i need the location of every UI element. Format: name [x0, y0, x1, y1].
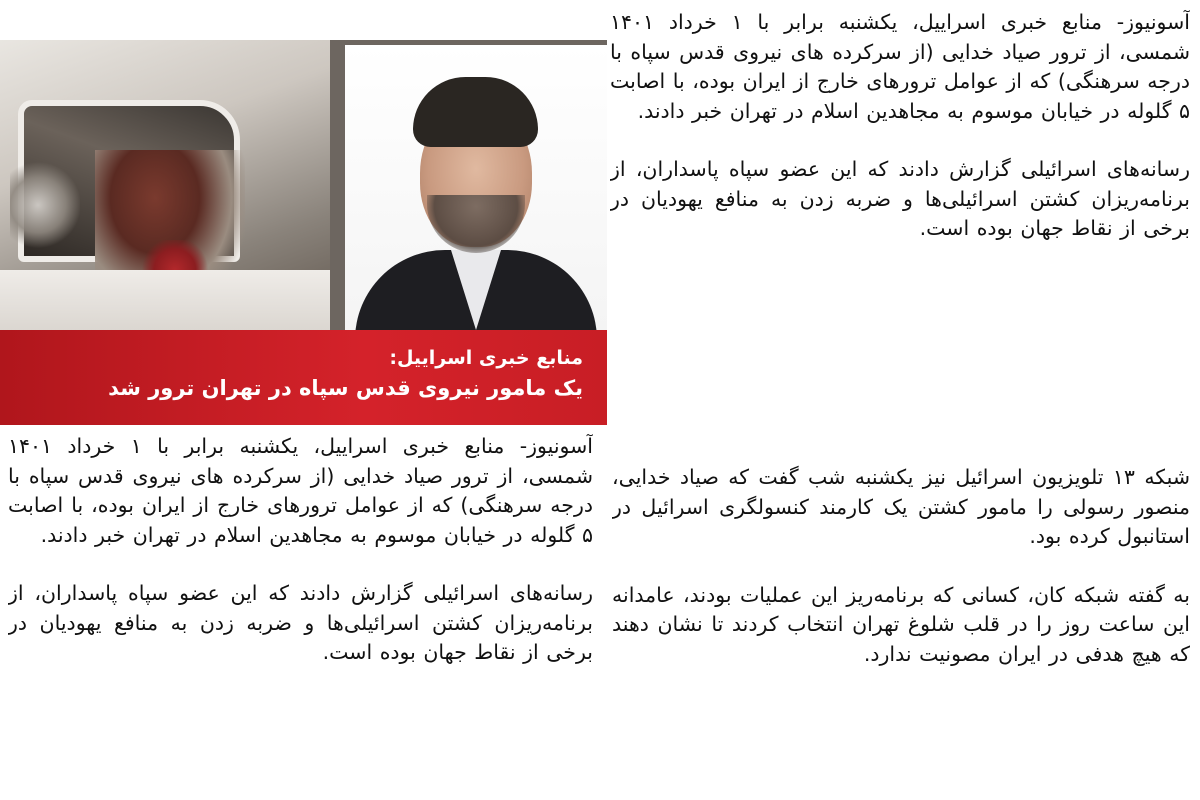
news-photo	[0, 40, 607, 425]
article-paragraph: شبکه ۱۳ تلویزیون اسرائیل نیز یکشنبه شب گفت که صیاد خدایی، منصور رسولی را مامور کشتن یک کارمند کنسولگری اسرائیل در استانبول کرده بود.	[612, 465, 1190, 548]
article-paragraph: آسونیوز- منابع خبری اسراییل، یکشنبه برابر با ۱ خرداد ۱۴۰۱ شمسی، از ترور صیاد خدایی (از سرکرده های نیروی قدس سپاه با درجه سرهنگی) که از عوامل ترورهای خارج از ایران بوده، با اصابت ۵ گلوله در خیابان موسوم به مجاهدین اسلام در تهران خبر دادند.	[8, 434, 593, 547]
article-text-bottom-left	[8, 432, 593, 800]
car-crime-scene-photo	[0, 40, 330, 340]
image-caption-banner	[0, 330, 607, 425]
portrait-photo	[345, 45, 607, 335]
article-text-top-right	[610, 8, 1190, 403]
news-image	[0, 0, 607, 425]
portrait-beard	[427, 195, 525, 253]
article-paragraph: به گفته شبکه کان، کسانی که برنامه‌ریز این عملیات بودند، عامدانه این ساعت روز را در قلب شلوغ تهران انتخاب کردند تا نشان دهند که هیچ هدفی در ایران مصونیت ندارد.	[612, 582, 1190, 666]
article-paragraph: رسانه‌های اسرائیلی گزارش دادند که این عضو سپاه پاسداران، از برنامه‌ریزان کشتن اسرائیلی‌ها و ضربه زدن به منافع یهودیان در برخی از نقاط جهان بوده است.	[610, 157, 1190, 240]
article-text-bottom-right	[612, 463, 1190, 800]
article-paragraph: آسونیوز- منابع خبری اسراییل، یکشنبه برابر با ۱ خرداد ۱۴۰۱ شمسی، از ترور صیاد خدایی (از سرکرده های نیروی قدس سپاه با درجه سرهنگی) که از عوامل ترورهای خارج از ایران بوده، با اصابت ۵ گلوله در خیابان موسوم به مجاهدین اسلام در تهران خبر دادند.	[610, 10, 1190, 123]
caption-line-1: منابع خبری اسراییل:	[389, 347, 583, 369]
article-paragraph: رسانه‌های اسرائیلی گزارش دادند که این عضو سپاه پاسداران، از برنامه‌ریزان کشتن اسرائیلی‌ها و ضربه زدن به منافع یهودیان در برخی از نقاط جهان بوده است.	[8, 581, 593, 664]
shattered-glass	[10, 160, 80, 250]
portrait-hair	[413, 77, 538, 147]
caption-line-2: یک مامور نیروی قدس سپاه در تهران ترور شد	[108, 376, 583, 400]
